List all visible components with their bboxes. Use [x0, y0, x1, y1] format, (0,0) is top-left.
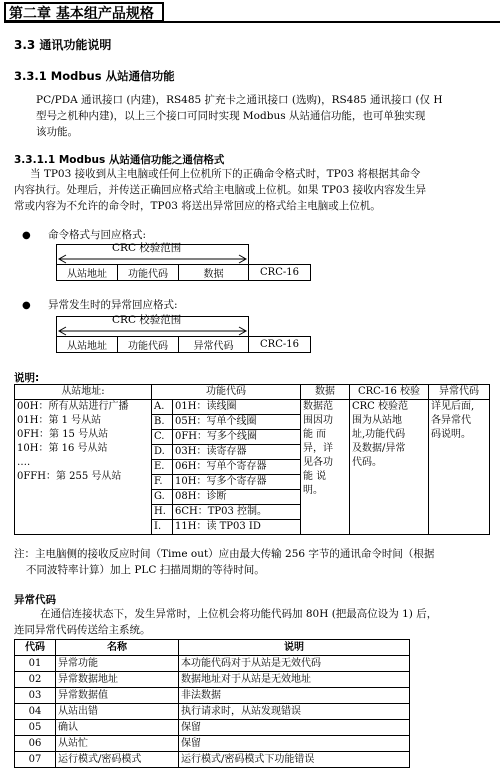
table-row [15, 752, 410, 768]
format2-station: 从站地址 [57, 337, 118, 353]
footnote-line-1: 注：主电脑侧的接收反应时间（Time out）应由最大传输 256 字节的通讯命令时间（根据 [14, 548, 435, 560]
exc-code: 01 [15, 656, 56, 672]
exc-code: 03 [15, 688, 56, 704]
func-letter: G. [152, 490, 173, 505]
exc-code: 07 [15, 752, 56, 768]
exc-header-desc: 说明 [179, 640, 410, 656]
exc-desc: 保留 [179, 720, 410, 736]
station-line: …. [17, 457, 31, 468]
exc-desc: 非法数据 [179, 688, 410, 704]
station-line: 10H：第 16 号从站 [17, 443, 108, 454]
table-row [15, 688, 410, 704]
exc-name: 异常数据地址 [56, 672, 179, 688]
para-line-2: 内容执行。处理后，并传送正确回应格式给主电脑或上位机。如果 TP03 接收内容发生异 [14, 184, 427, 196]
bullet-2-label: 异常发生时的异常回应格式: [48, 299, 178, 311]
bullet-1-label: 命令格式与回应格式: [48, 229, 147, 241]
section-3-3-1-heading: 3.3.1 Modbus 从站通信功能 [14, 69, 175, 83]
intro-line-2: 型号之机种内建)，以上三个接口可同时实现 Modbus 从站通信功能，也可单独实现 [36, 110, 426, 122]
exc-desc: 数据地址对于从站是无效地址 [179, 672, 410, 688]
data-desc-line: 异，详 [303, 443, 333, 454]
exc-name: 从站出错 [56, 704, 179, 720]
desc-header-data: 数据 [301, 385, 350, 400]
exc-name: 运行模式/密码模式 [56, 752, 179, 768]
crc-desc-line: 代码。 [352, 457, 382, 468]
intro-line-3: 该功能。 [36, 126, 78, 138]
func-letter: B. [152, 415, 173, 430]
table-row [15, 672, 410, 688]
exception-codes-heading: 异常代码 [14, 594, 56, 606]
func-letter: E. [152, 460, 173, 475]
func-text: 01H：读线圈 [173, 400, 301, 415]
command-format-table [56, 264, 311, 281]
data-desc-line: 见各功 [303, 457, 333, 468]
note-label: 说明: [14, 372, 40, 384]
exc-desc: 运行模式/密码模式下功能错误 [179, 752, 410, 768]
func-letter: H. [152, 505, 173, 520]
crc-range-label-1: CRC 校验范围 [112, 242, 182, 254]
exc-desc: 本功能代码对于从站是无效代码 [179, 656, 410, 672]
chapter-title: 第二章 基本组产品规格 [4, 2, 164, 22]
desc-header-exception: 异常代码 [429, 385, 490, 400]
func-text: 05H：写单个线圈 [173, 415, 301, 430]
crc-desc-cell [350, 400, 429, 535]
desc-header-function: 功能代码 [152, 385, 301, 400]
exc-name: 异常数据值 [56, 688, 179, 704]
crc-range-arrow-2 [56, 326, 249, 336]
exc-desc: 执行请求时，从站发现错误 [179, 704, 410, 720]
exc-desc: 保留 [179, 736, 410, 752]
station-line: 00H：所有从站进行广播 [17, 401, 129, 412]
func-letter: F. [152, 475, 173, 490]
data-desc-cell [301, 400, 350, 535]
data-desc-line: 能 说 [303, 471, 327, 482]
station-line: 0FH：第 15 号从站 [17, 429, 109, 440]
station-line: 01H：第 1 号从站 [17, 415, 102, 426]
func-letter: C. [152, 430, 173, 445]
para-line-3: 常或内容为不允许的命令时，TP03 将送出异常回应的格式给主电脑或上位机。 [14, 200, 381, 212]
station-line: 0FFH：第 255 号从站 [17, 471, 122, 482]
footnote-line-2: 不同波特率计算）加上 PLC 扫描周期的等待时间。 [26, 564, 265, 576]
func-letter: D. [152, 445, 173, 460]
func-text: 06H：写单个寄存器 [173, 460, 301, 475]
exception-desc-line: 详见后面, [431, 401, 475, 412]
exc-name: 异常功能 [56, 656, 179, 672]
func-letter: I. [152, 520, 173, 535]
crc-range-arrow-1 [56, 254, 249, 264]
func-text: 03H：读寄存器 [173, 445, 301, 460]
func-text: 11H：读 TP03 ID [173, 520, 301, 535]
format2-function: 功能代码 [118, 337, 179, 353]
exception-codes-table [14, 639, 410, 768]
exception-format-table [56, 336, 311, 353]
exc-code: 04 [15, 704, 56, 720]
crc-desc-line: 址,功能代码 [352, 429, 406, 440]
func-text: 6CH：TP03 控制。 [173, 505, 301, 520]
desc-header-crc: CRC-16 校验 [350, 385, 429, 400]
station-address-cell [15, 400, 152, 535]
data-desc-line: 数据范 [303, 401, 333, 412]
header-rule [4, 21, 500, 23]
para-line-1: 当 TP03 接收到从主电脑或任何上位机所下的正确命令格式时，TP03 将根据其命令 [30, 168, 421, 180]
exception-desc-cell [429, 400, 490, 535]
crc-range-label-2: CRC 校验范围 [112, 314, 182, 326]
data-desc-line: 围因功 [303, 415, 333, 426]
description-table [14, 384, 490, 535]
format2-crc: CRC-16 [249, 337, 311, 353]
exception-desc-line: 各异常代 [431, 415, 471, 426]
table-row [15, 656, 410, 672]
data-desc-line: 明。 [303, 485, 323, 496]
crc-desc-line: 及数据/异常 [352, 443, 406, 454]
intro-line-1: PC/PDA 通讯接口 (内建)，RS485 扩充卡之通讯接口 (选购)，RS485 通讯接口 (仅 H [36, 94, 443, 106]
exception-para-line-2: 连同异常代码传送给主系统。 [14, 624, 151, 636]
exc-code: 05 [15, 720, 56, 736]
section-3-3-1-1-heading: 3.3.1.1 Modbus 从站通信功能之通信格式 [14, 154, 225, 166]
exc-name: 确认 [56, 720, 179, 736]
exception-para-line-1: 在通信连接状态下，发生异常时，上位机会将功能代码加 80H (把最高位设为 1) 后， [40, 608, 438, 620]
crc-desc-line: CRC 校验范 [352, 401, 409, 412]
format1-data: 数据 [179, 265, 249, 281]
data-desc-line: 能 而 [303, 429, 327, 440]
exc-name: 从站忙 [56, 736, 179, 752]
bullet-dot-icon: ● [22, 300, 31, 311]
desc-header-station: 从站地址: [15, 385, 152, 400]
table-row [15, 720, 410, 736]
exc-header-name: 名称 [56, 640, 179, 656]
func-text: 0FH：写多个线圈 [173, 430, 301, 445]
func-text: 10H：写多个寄存器 [173, 475, 301, 490]
format1-crc: CRC-16 [249, 265, 311, 281]
exc-header-code: 代码 [15, 640, 56, 656]
table-row [15, 704, 410, 720]
format2-exception: 异常代码 [179, 337, 249, 353]
section-3-3-heading: 3.3 通讯功能说明 [14, 38, 112, 52]
crc-desc-line: 围为从站地 [352, 415, 402, 426]
exc-code: 02 [15, 672, 56, 688]
exc-code: 06 [15, 736, 56, 752]
func-text: 08H：诊断 [173, 490, 301, 505]
format1-station: 从站地址 [57, 265, 118, 281]
exception-desc-line: 码说明。 [431, 429, 471, 440]
func-letter: A. [152, 400, 173, 415]
table-row [15, 736, 410, 752]
bullet-dot-icon: ● [22, 230, 31, 241]
format1-function: 功能代码 [118, 265, 179, 281]
